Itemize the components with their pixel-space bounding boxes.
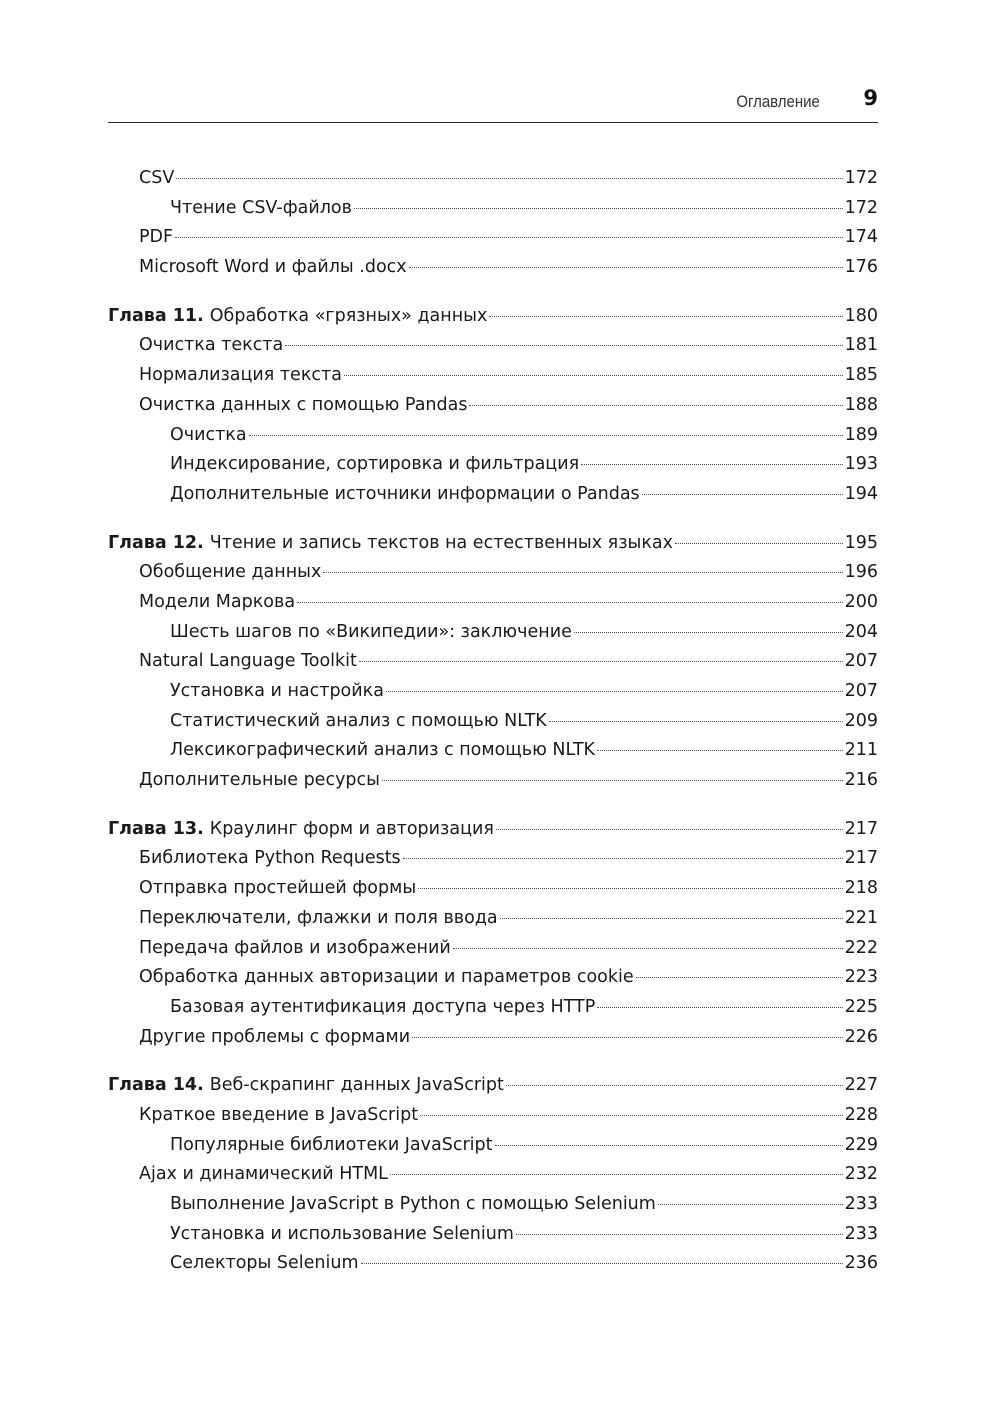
toc-page-number: 227 — [844, 1075, 878, 1096]
entry-title-text: Шесть шагов по «Википедии»: заключение — [170, 621, 572, 642]
dot-leader — [409, 266, 843, 268]
toc-entry-title — [170, 707, 547, 737]
toc-entry[interactable] — [108, 1101, 878, 1131]
dot-leader — [285, 344, 842, 346]
chapter-number: Глава 13. — [108, 818, 204, 839]
toc-entry[interactable] — [108, 1160, 878, 1190]
toc-entry-title — [139, 904, 498, 934]
toc-page-number: 223 — [844, 967, 878, 988]
toc-entry[interactable] — [108, 1023, 878, 1053]
toc-entry-title — [139, 874, 416, 904]
entry-title-text: Краткое введение в JavaScript — [139, 1104, 419, 1125]
toc-entry[interactable] — [108, 963, 878, 993]
dot-leader — [500, 917, 843, 919]
entry-title-text: Установка и использование Selenium — [170, 1223, 514, 1244]
chapter-number: Глава 14. — [108, 1075, 204, 1096]
toc-page-number: 222 — [844, 937, 878, 958]
toc-entry-title — [170, 618, 572, 648]
toc-entry-title — [139, 223, 173, 253]
toc-entry-title — [170, 421, 247, 451]
toc-page-number: 204 — [844, 621, 878, 642]
toc-page-number: 172 — [844, 197, 878, 218]
entry-title-text: Обобщение данных — [139, 562, 322, 583]
toc-page-number: 232 — [844, 1164, 878, 1185]
entry-title-text: Дополнительные источники информации о Pandas — [170, 483, 640, 504]
toc-page-number: 229 — [844, 1134, 878, 1155]
toc-chapter-entry[interactable] — [108, 302, 878, 332]
entry-title-text: Лексикографический анализ с помощью NLTK — [170, 740, 595, 761]
entry-title-text: Обработка «грязных» данных — [209, 305, 488, 326]
entry-title-text: Отправка простейшей формы — [139, 878, 417, 899]
toc-entry[interactable] — [108, 707, 878, 737]
dot-leader — [354, 207, 843, 209]
dot-leader — [323, 571, 842, 573]
toc-page-number: 176 — [844, 257, 878, 278]
toc-entry[interactable] — [108, 421, 878, 451]
entry-title-text: PDF — [139, 227, 174, 248]
entry-title-text: Краулинг форм и авторизация — [209, 818, 494, 839]
entry-title-text: Natural Language Toolkit — [139, 651, 357, 672]
entry-title-text: CSV — [139, 168, 175, 188]
toc-page-number: 189 — [844, 424, 878, 445]
dot-leader — [420, 1114, 843, 1116]
toc-page-number: 193 — [844, 454, 878, 475]
entry-title-text: Нормализация текста — [139, 365, 342, 386]
entry-title-text: Модели Маркова — [139, 591, 296, 612]
entry-title-text: Переключатели, флажки и поля ввода — [139, 907, 498, 928]
toc-entry[interactable] — [108, 1190, 878, 1220]
dot-leader — [359, 660, 843, 662]
dot-leader — [249, 434, 843, 436]
toc-entry[interactable] — [108, 164, 878, 194]
toc-entry[interactable] — [108, 588, 878, 618]
running-head-title: Оглавление — [736, 92, 820, 111]
dot-leader — [675, 542, 843, 544]
entry-title-text: Microsoft Word и файлы .docx — [139, 257, 407, 278]
entry-title-text: Ajax и динамический HTML — [139, 1164, 388, 1185]
dot-leader — [495, 1144, 843, 1146]
toc-entry[interactable] — [108, 223, 878, 253]
toc-page-number: 225 — [844, 996, 878, 1017]
dot-leader — [496, 828, 843, 830]
toc-page-number: 233 — [844, 1223, 878, 1244]
entry-title-text: Очистка — [170, 424, 247, 445]
toc-chapter-entry[interactable] — [108, 529, 878, 559]
table-of-contents — [108, 164, 878, 1279]
toc-entry-title — [170, 677, 384, 707]
toc-entry-title — [139, 253, 407, 283]
toc-entry[interactable] — [108, 934, 878, 964]
toc-entry[interactable] — [108, 677, 878, 707]
toc-entry-title — [170, 1220, 514, 1250]
dot-leader — [418, 887, 842, 889]
dot-leader — [516, 1233, 843, 1235]
chapter-number: Глава 12. — [108, 532, 204, 553]
toc-page-number: 226 — [844, 1026, 878, 1047]
dot-leader — [506, 1084, 843, 1086]
toc-entry[interactable] — [108, 450, 878, 480]
toc-entry[interactable] — [108, 331, 878, 361]
dot-leader — [597, 749, 843, 751]
entry-title-text: Очистка текста — [139, 335, 284, 356]
toc-entry-title — [139, 1023, 410, 1053]
toc-entry-title — [170, 993, 595, 1023]
toc-page-number: 236 — [844, 1253, 878, 1274]
dot-leader — [175, 236, 842, 238]
toc-entry[interactable] — [108, 1220, 878, 1250]
dot-leader — [636, 976, 843, 978]
toc-entry-title — [139, 361, 342, 391]
toc-entry-title — [170, 1131, 493, 1161]
toc-entry-title — [139, 1101, 418, 1131]
toc-entry[interactable] — [108, 253, 878, 283]
toc-page-number: 185 — [844, 365, 878, 386]
entry-title-text: Очистка данных с помощью Pandas — [139, 394, 468, 415]
entry-title-text: Обработка данных авторизации и параметров cookie — [139, 967, 634, 988]
entry-title-text: Дополнительные ресурсы — [139, 770, 380, 791]
entry-title-text: Установка и настройка — [170, 681, 384, 701]
toc-page-number: 221 — [844, 907, 878, 928]
toc-entry-title — [139, 963, 634, 993]
dot-leader — [361, 1262, 843, 1264]
toc-page-number: 207 — [844, 681, 878, 701]
dot-leader — [386, 690, 843, 692]
page-number: 9 — [863, 86, 878, 110]
toc-entry[interactable] — [108, 558, 878, 588]
toc-entry-title — [139, 588, 295, 618]
toc-entry-title — [139, 844, 401, 874]
entry-title-text: Чтение и запись текстов на естественных языках — [209, 532, 673, 553]
toc-entry-title — [139, 391, 467, 421]
toc-page-number: 200 — [844, 591, 878, 612]
entry-title-text: Веб-скрапинг данных JavaScript — [209, 1075, 504, 1096]
entry-title-text: Статистический анализ с помощью NLTK — [170, 710, 547, 731]
toc-page-number: 217 — [844, 848, 878, 869]
toc-entry-title — [170, 450, 579, 480]
toc-entry-title — [139, 1160, 388, 1190]
dot-leader — [469, 404, 842, 406]
toc-entry[interactable] — [108, 1249, 878, 1279]
toc-entry-title — [170, 480, 640, 510]
toc-page-number: 196 — [844, 562, 878, 583]
entry-title-text: Библиотека Python Requests — [139, 848, 401, 869]
toc-chapter-entry[interactable] — [108, 1071, 878, 1101]
toc-entry[interactable] — [108, 1131, 878, 1161]
dot-leader — [642, 493, 843, 495]
dot-leader — [453, 947, 843, 949]
dot-leader — [597, 1006, 842, 1008]
toc-page-number: 211 — [844, 740, 878, 761]
chapter-number: Глава 11. — [108, 305, 204, 326]
toc-entry-title — [139, 766, 380, 796]
toc-page-number: 172 — [844, 168, 878, 188]
toc-page-number: 174 — [844, 227, 878, 248]
toc-page-number: 233 — [844, 1194, 878, 1214]
dot-leader — [574, 631, 843, 633]
toc-entry[interactable] — [108, 766, 878, 796]
toc-entry-title — [108, 815, 494, 845]
entry-title-text: Чтение CSV-файлов — [170, 197, 352, 218]
toc-chapter-entry[interactable] — [108, 815, 878, 845]
dot-leader — [344, 374, 843, 376]
toc-page-number: 207 — [844, 651, 878, 672]
toc-entry[interactable] — [108, 904, 878, 934]
toc-entry-title — [139, 558, 321, 588]
toc-entry-title — [108, 529, 673, 559]
toc-entry-title — [139, 934, 451, 964]
dot-leader — [581, 463, 842, 465]
toc-page-number: 216 — [844, 770, 878, 791]
dot-leader — [489, 315, 842, 317]
toc-entry-title — [108, 302, 487, 332]
toc-page-number: 228 — [844, 1104, 878, 1125]
dot-leader — [390, 1173, 843, 1175]
dot-leader — [412, 1036, 843, 1038]
toc-page-number: 209 — [844, 710, 878, 731]
toc-entry-title — [170, 1190, 656, 1220]
dot-leader — [382, 779, 843, 781]
toc-entry-title — [139, 331, 283, 361]
toc-page-number: 218 — [844, 878, 878, 899]
toc-entry[interactable] — [108, 480, 878, 510]
entry-title-text: Другие проблемы с формами — [139, 1026, 411, 1047]
entry-title-text: Индексирование, сортировка и фильтрация — [170, 454, 580, 475]
entry-title-text: Передача файлов и изображений — [139, 937, 451, 958]
toc-page-number: 180 — [844, 305, 878, 326]
dot-leader — [176, 177, 842, 179]
toc-entry-title — [108, 1071, 504, 1101]
dot-leader — [549, 720, 843, 722]
dot-leader — [297, 601, 843, 603]
toc-page-number: 195 — [844, 532, 878, 553]
toc-entry[interactable] — [108, 618, 878, 648]
entry-title-text: Популярные библиотеки JavaScript — [170, 1134, 493, 1155]
toc-entry[interactable] — [108, 874, 878, 904]
entry-title-text: Базовая аутентификация доступа через HTTP — [170, 996, 596, 1017]
toc-entry[interactable] — [108, 844, 878, 874]
toc-page-number: 188 — [844, 394, 878, 415]
toc-entry[interactable] — [108, 736, 878, 766]
toc-entry[interactable] — [108, 993, 878, 1023]
toc-entry-title — [170, 194, 352, 224]
page-header — [108, 86, 878, 123]
dot-leader — [403, 857, 843, 859]
toc-entry-title — [170, 736, 595, 766]
toc-page-number: 217 — [844, 818, 878, 839]
toc-entry-title — [139, 647, 357, 677]
toc-entry[interactable] — [108, 194, 878, 224]
dot-leader — [658, 1203, 843, 1205]
toc-entry-title — [139, 164, 174, 194]
toc-entry[interactable] — [108, 391, 878, 421]
toc-entry[interactable] — [108, 647, 878, 677]
entry-title-text: Выполнение JavaScript в Python с помощью Selenium — [170, 1194, 656, 1214]
toc-page-number: 194 — [844, 483, 878, 504]
toc-page-number: 181 — [844, 335, 878, 356]
toc-entry[interactable] — [108, 361, 878, 391]
entry-title-text: Селекторы Selenium — [170, 1253, 359, 1274]
toc-entry-title — [170, 1249, 359, 1279]
